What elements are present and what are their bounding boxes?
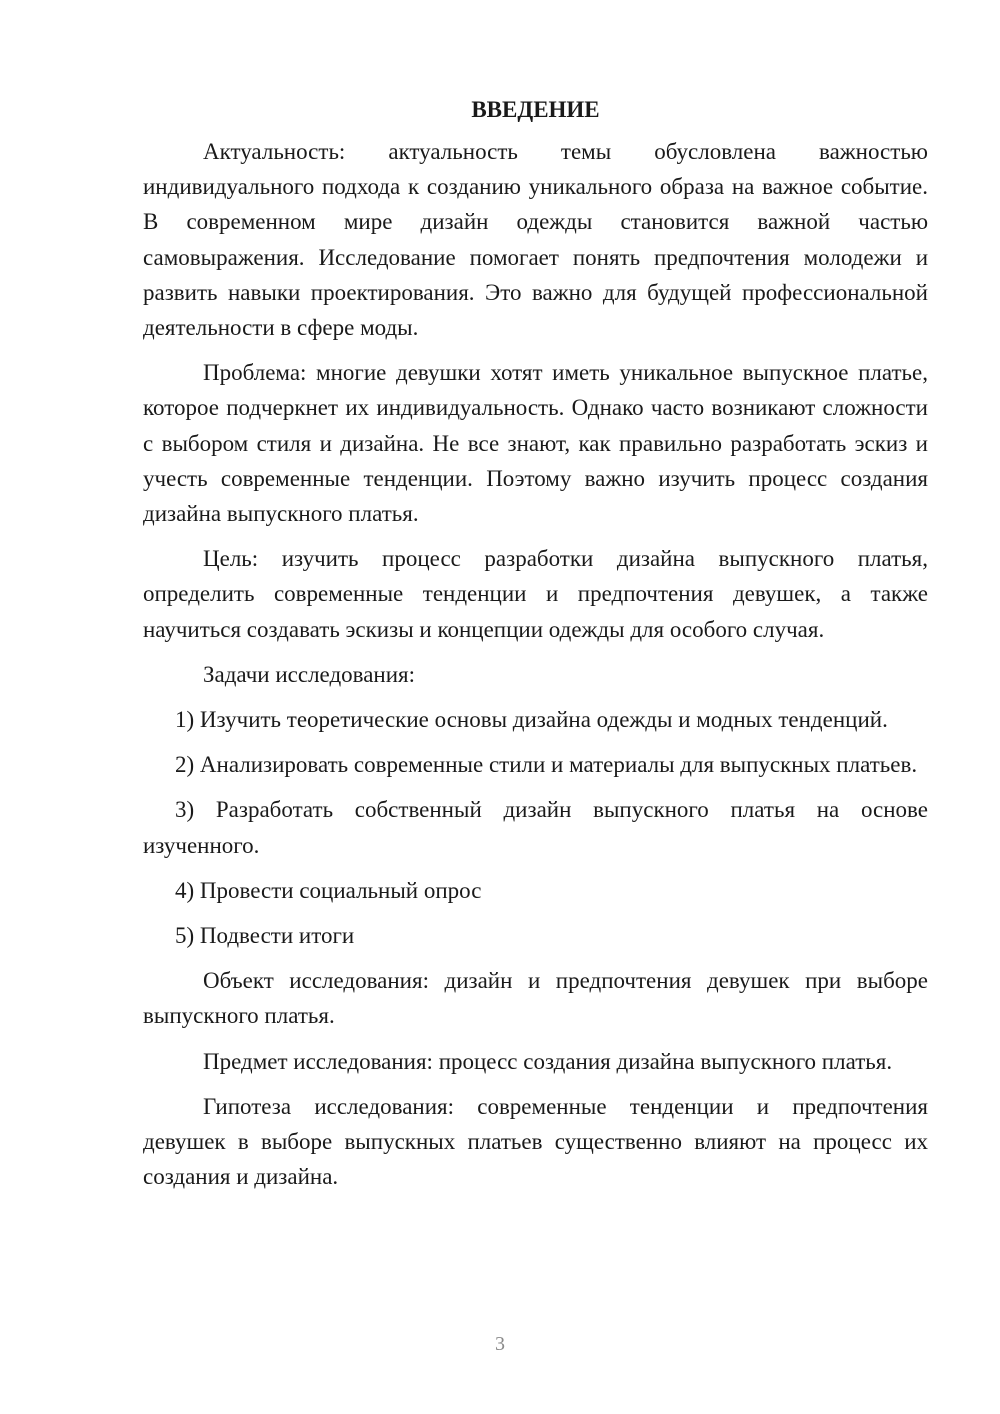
paragraph-hypothesis: Гипотеза исследования: современные тенденции и предпочтения девушек в выборе выпускных платьев существенно влияют на процесс их создания и дизайна. — [143, 1093, 928, 1190]
page-number: 3 — [495, 1333, 505, 1355]
tasks-heading: Задачи исследования: — [203, 661, 416, 687]
section-title: ВВЕДЕНИЕ — [471, 97, 600, 122]
task-item-1: 1) Изучить теоретические основы дизайна одежды и модных тенденций. — [175, 707, 888, 733]
task-item-4: 4) Провести социальный опрос — [175, 877, 482, 903]
paragraph-relevance: Актуальность: актуальность темы обусловлена важностью индивидуального подхода к созданию уникального образа на важное событие. В современном мире дизайн одежды становится важной частью самовыражения. Исследование помогает понять предпочтения молодежи и развить навыки проектирования. Это важно для будущей профессиональной деятельности в сфере моды. — [143, 139, 928, 341]
paragraph-object: Объект исследования: дизайн и предпочтения девушек при выборе выпускного платья. — [143, 968, 928, 1029]
document-page — [143, 92, 928, 1204]
paragraph-goal: Цель: изучить процесс разработки дизайна выпускного платья, определить современные тенденции и предпочтения девушек, а также научиться создавать эскизы и концепции одежды для особого случая. — [143, 546, 928, 642]
task-item-5: 5) Подвести итоги — [175, 923, 355, 949]
task-item-3: 3) Разработать собственный дизайн выпускного платья на основе изученного. — [143, 797, 928, 858]
paragraph-problem: Проблема: многие девушки хотят иметь уникальное выпускное платье, которое подчеркнет их индивидуальность. Однако часто возникают сложности с выбором стиля и дизайна. Не все знают, как правильно разработать эскиз и учесть современные тенденции. Поэтому важно изучить процесс создания дизайна выпускного платья. — [143, 360, 928, 527]
paragraph-subject: Предмет исследования: процесс создания дизайна выпускного платья. — [203, 1048, 893, 1074]
task-item-2: 2) Анализировать современные стили и материалы для выпускных платьев. — [175, 752, 918, 778]
